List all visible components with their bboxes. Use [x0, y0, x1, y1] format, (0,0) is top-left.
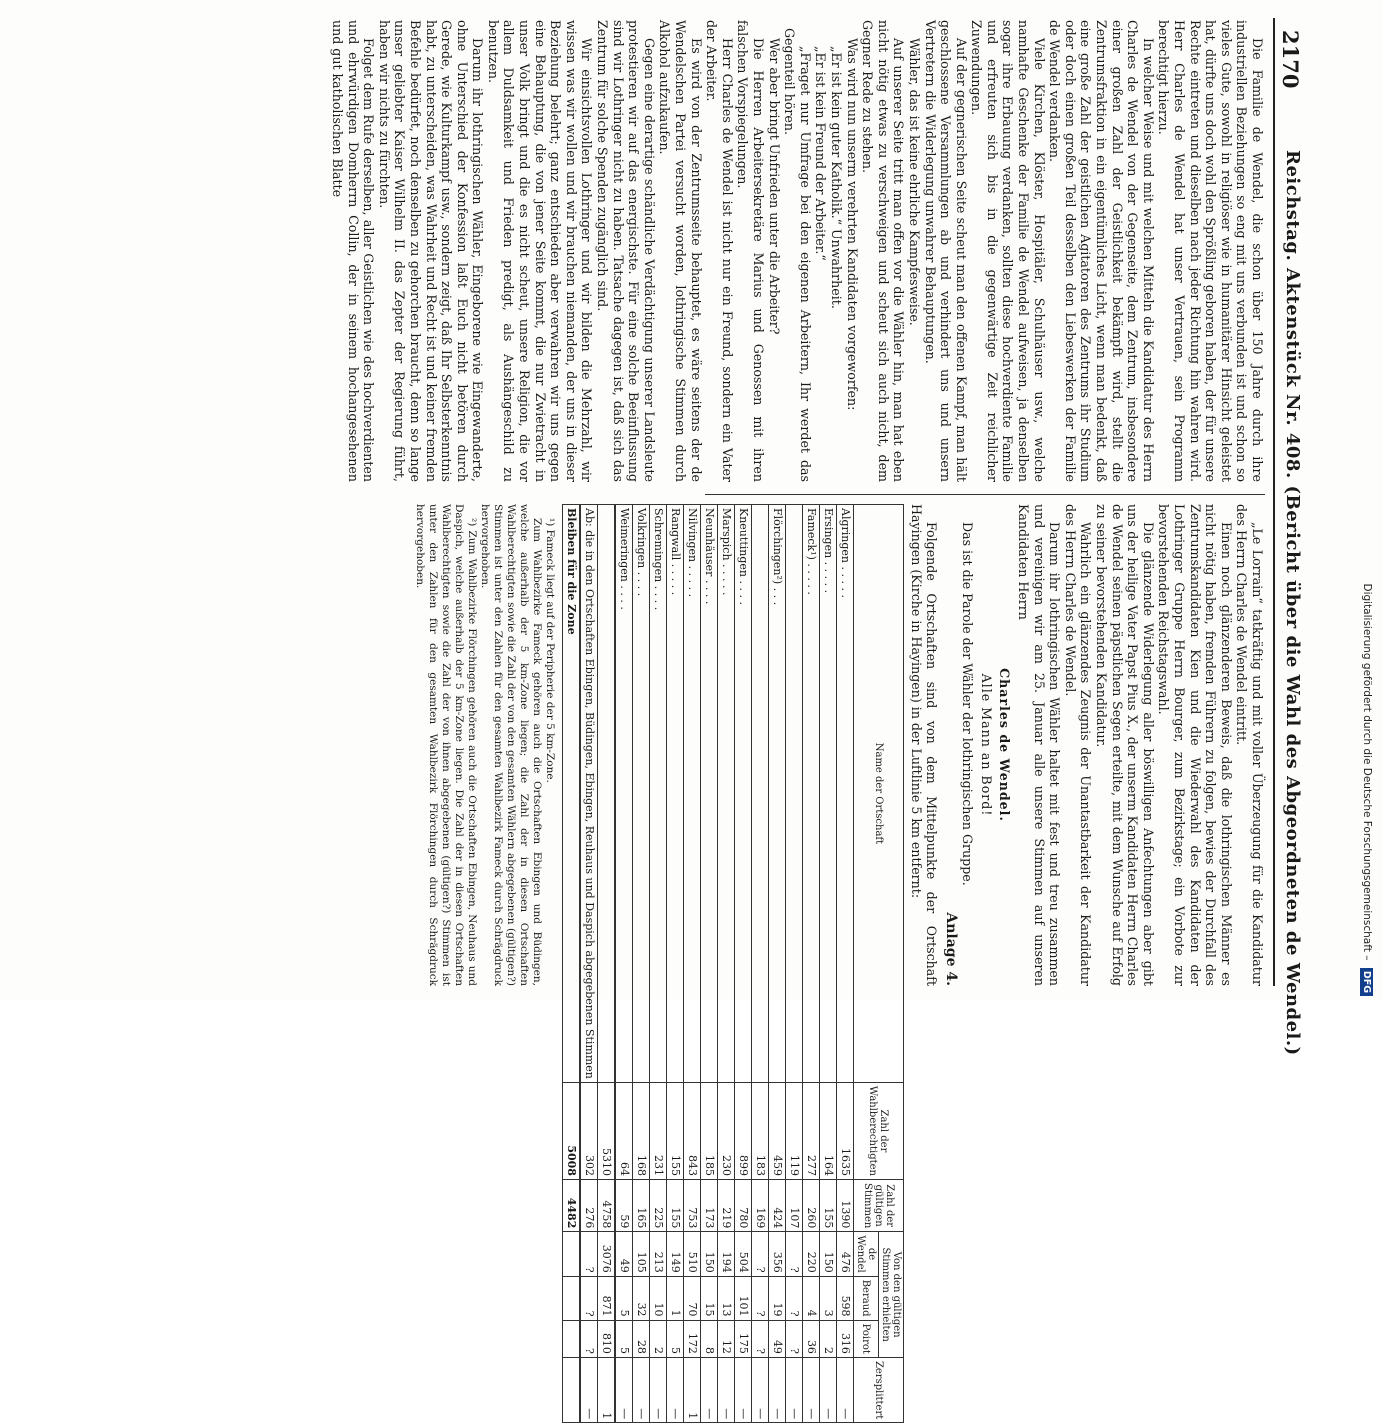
table-cell-value: ?: [751, 1232, 768, 1276]
col-header-poirot: Poirot: [853, 1320, 878, 1357]
table-cell-value: ?: [580, 1232, 598, 1276]
digitization-credit: [1360, 0, 1373, 996]
table-cell-value: 183: [751, 1082, 768, 1179]
closing-line: Das ist die Parole der Wähler der lothringischen Gruppe.: [960, 522, 976, 886]
paragraph: Einen noch glänzenderen Beweis, daß die lothringischen Männer es nicht nötig haben, fremden Führern zu folgen, bewies der Durchfall des Zentrumskandidaten Kien und die Wiederwahl des Kandidaten der Lothringer Gruppe Herrn Bourger, zum Bezirkstage; ein Vorbote zur bevorstehenden Reichstagswahl.: [1156, 504, 1234, 986]
table-cell-value: 476: [836, 1232, 853, 1276]
table-cell-value: 169: [751, 1179, 768, 1231]
table-cell-value: —: [785, 1357, 802, 1422]
table-cell-value: [562, 1276, 580, 1320]
table-cell-value: 172: [683, 1320, 700, 1357]
table-row: [751, 505, 768, 1423]
table-cell-value: 424: [768, 1179, 785, 1231]
table-cell-name: Fameck¹) . . . . .: [802, 505, 819, 1083]
table-cell-value: 5: [615, 1276, 633, 1320]
col-header-received: Von den gültigen Stimmen erhielten: [878, 1232, 903, 1358]
table-cell-value: 165: [632, 1179, 649, 1231]
running-head: Reichstag. Aktenstück Nr. 408. (Bericht über die Wahl des Abgeordneten de Wendel.): [1282, 150, 1303, 1056]
footnotes: [413, 504, 556, 986]
table-cell-name: Weimeringen . . . .: [615, 505, 633, 1083]
table-cell-name: Bleiben für die Zone: [562, 505, 580, 1083]
candidate-name: Charles de Wendel.: [997, 668, 1013, 822]
table-row: [785, 505, 802, 1423]
paragraph: In welcher Weise und mit welchen Mitteln die Kandidatur des Herrn Charles de Wendel von der Gegenseite, dem Zentrum, insbesondere einer großen Zahl der Geistlichkeit bekämpft wird, stellt die Zentrumsfraktion in ein eigentümliches Licht, wenn man bedenkt, daß eine große Zahl der geistlichen Agitatoren des Zentrums ihr Studium oder doch einen großen Teil desselben den Liebeswerken der Familie de Wendel verdanken.: [1047, 20, 1156, 482]
paragraph: Die glänzende Widerlegung aller böswilligen Anfechtungen aber gibt uns der heilige Vater Papst Pius X., der unserm Kandidaten Herrn Charles de Wendel seinen päpstlichen Segen erteilte, mit dem Wunsche auf Erfolg zu seiner bevorstehenden Kandidatur.: [1094, 504, 1156, 986]
footnote: ²) Zum Wahlbezirke Flörchingen gehören auch die Ortschaften Ebingen, Neuhaus und Daspich, welche außerhalb der 5 km-Zone liegen. Die Zahl der in diesen Ortschaften Wahlberechtigten sowie die Zahl der von ihnen abgegebenen (gültigen?) Stimmen ist unter den Zahlen für den gesamten Wahlbezirk Flörchingen durch Schrägdruck hervorgehoben.: [413, 504, 478, 986]
table-cell-value: 780: [734, 1179, 751, 1231]
table-cell-value: 3: [819, 1276, 836, 1320]
table-cell-value: 15: [700, 1276, 717, 1320]
table-cell-value: 1: [666, 1276, 683, 1320]
appendix-intro: Folgende Ortschaften sind von dem Mittelpunkte der Ortschaft Hayingen (Kirche in Hayingen) in der Luftlinie 5 km entfernt:: [908, 504, 940, 986]
table-cell-name: Algringen . . . . .: [836, 505, 853, 1083]
table-cell-value: [562, 1357, 580, 1422]
table-cell-value: —: [700, 1357, 717, 1422]
table-cell-name: Ersingen . . . . .: [819, 505, 836, 1083]
table-cell-name: Marspich . . . . .: [717, 505, 734, 1083]
table-cell-value: 107: [785, 1179, 802, 1231]
table-cell-value: 8: [700, 1320, 717, 1357]
paragraph: Es wird von der Zentrumsseite behauptet, es wäre seitens der de Wendelschen Partei versucht worden, lothringische Stimmen durch Alkohol aufzukaufen.: [657, 20, 704, 482]
table-cell-value: 49: [615, 1232, 633, 1276]
table-cell-value: 185: [700, 1082, 717, 1179]
col-header-wendel: de Wendel: [853, 1232, 878, 1276]
table-cell-value: 155: [666, 1082, 683, 1179]
table-cell-value: 5: [615, 1320, 633, 1357]
table-cell-value: 231: [649, 1082, 666, 1179]
table-cell-name: Volkringen . . . .: [632, 505, 649, 1083]
table-row: [580, 505, 598, 1423]
table-cell-value: ?: [785, 1232, 802, 1276]
paragraph: Wahrlich ein glänzendes Zeugnis der Unantastbarkeit der Kandidatur des Herrn Charles de Wendel.: [1062, 504, 1094, 986]
table-cell-value: —: [836, 1357, 853, 1422]
table-cell-value: 899: [734, 1082, 751, 1179]
paragraph: „Le Lorrain“ tatkräftig und mit voller Überzeugung für die Kandidatur des Herrn Charles de Wendel eintritt.: [1234, 504, 1265, 986]
table-cell-value: 276: [580, 1179, 598, 1231]
paragraph: Darum ihr lothringischen Wähler, Eingeborene wie Eingewanderte, ohne Unterschied der Konfession laßt Euch nicht betören durch Gerede, wie Kulturkampf usw., sondern zeigt, daß Ihr Selbsterkenntnis habt, zu unterscheiden, was Wahrheit und Recht ist und keiner fremden Befehle bedürfet, noch denselben zu gehorchen braucht, denn so lange unser geliebter Kaiser Wilhelm II. das Zepter der Regierung führt, haben wir nichts zu fürchten.: [376, 20, 486, 482]
table-cell-value: 10: [649, 1276, 666, 1320]
table-cell-value: 1635: [836, 1082, 853, 1179]
col-header-beraud: Beraud: [853, 1276, 878, 1320]
table-cell-value: —: [751, 1357, 768, 1422]
table-cell-name: [597, 505, 615, 1083]
table-cell-value: 173: [700, 1179, 717, 1231]
table-cell-value: 4482: [562, 1179, 580, 1231]
paragraph: Wir einsichtsvollen Lothringer und wir bilden die Mehrzahl, wir wissen was wir wollen und wir brauchen niemanden, der uns in dieser Beziehung belehrt; ganz entschieden aber verwahren wir uns gegen eine Behauptung, die von jener Seite kommt, die nur Zwietracht in unser Volk bringt und die es nicht scheut, unsere Religion, die vor allem Duldsamkeit und Frieden predigt, als Aushängeschild zu benutzen.: [485, 20, 595, 482]
table-cell-value: —: [717, 1357, 734, 1422]
col-header-name: Name der Ortschaft: [853, 505, 903, 1083]
table-cell-value: —: [734, 1357, 751, 1422]
paragraph: Wer aber bringt Unfrieden unter die Arbeiter?: [766, 38, 782, 335]
table-cell-value: 230: [717, 1082, 734, 1179]
footnote: Zum Wahlbezirke Fameck gehören auch die Ortschaften Ebingen und Büdingen, welche außerhalb der 5 km-Zone liegen; die Zahl der in diesen Ortschaften Wahlberechtigten sowie die Zahl der von den gesamten Wählern abgegebenen (gültigen?) Stimmen ist unter den Zahlen für den gesamten Wahlbezirk Fameck durch Schrägdruck hervorgehoben.: [478, 504, 543, 986]
table-cell-value: 119: [785, 1082, 802, 1179]
paragraph: Darum ihr lothringischen Wähler haltet mit fest und treu zusammen und vereinigen wir am 25. Januar alle unsere Stimmen auf unseren Kandidaten Herrn: [1016, 504, 1063, 986]
table-cell-value: 101: [734, 1276, 751, 1320]
table-cell-name: Nilvingen . . . . .: [683, 505, 700, 1083]
table-cell-value: 213: [649, 1232, 666, 1276]
table-row: [700, 505, 717, 1423]
table-cell-value: 220: [802, 1232, 819, 1276]
header-rule: [1273, 18, 1275, 986]
table-body: [562, 505, 853, 1423]
table-row: [632, 505, 649, 1423]
column-divider: [705, 494, 1265, 495]
table-row: [802, 505, 819, 1423]
table-cell-value: 225: [649, 1179, 666, 1231]
col-header-valid: Zahl der gültigen Stimmen: [853, 1179, 903, 1231]
table-cell-name: Flörchingen²) . . .: [768, 505, 785, 1083]
table-row: [836, 505, 853, 1423]
table-cell-value: 5310: [597, 1082, 615, 1179]
table-cell-value: ?: [785, 1320, 802, 1357]
results-table: [562, 504, 904, 1423]
table-cell-value: 810: [597, 1320, 615, 1357]
table-cell-value: 459: [768, 1082, 785, 1179]
col-header-eligible: Zahl der Wahlberechtigten: [853, 1082, 903, 1179]
quote-line: „Er ist kein Freund der Arbeiter.“: [813, 46, 829, 261]
dfg-logo: DFG: [1360, 968, 1373, 996]
table-cell-value: [562, 1320, 580, 1357]
table-cell-value: 164: [819, 1082, 836, 1179]
table-cell-value: 2: [819, 1320, 836, 1357]
table-cell-value: 194: [717, 1232, 734, 1276]
col-header-scattered: Zersplittert: [853, 1357, 903, 1422]
table-cell-value: 5008: [562, 1082, 580, 1179]
table-cell-value: ?: [580, 1320, 598, 1357]
table-cell-value: 4758: [597, 1179, 615, 1231]
table-cell-value: 356: [768, 1232, 785, 1276]
paragraph: Folget dem Rufe derselben, aller Geistlichen wie des hochverdienten und ehrwürdigen Domherrn Collin, der in seinem hochangesehenen und gut katholischen Blatte: [329, 20, 377, 482]
table-cell-value: —: [802, 1357, 819, 1422]
table-cell-value: 49: [768, 1320, 785, 1357]
table-cell-value: 1: [683, 1357, 700, 1422]
table-row: [734, 505, 751, 1423]
table-row: [717, 505, 734, 1423]
table-cell-value: 168: [632, 1082, 649, 1179]
table-cell-value: 149: [666, 1232, 683, 1276]
footnote: ¹) Fameck liegt auf der Peripherie der 5 km-Zone.: [543, 518, 556, 783]
table-cell-value: —: [666, 1357, 683, 1422]
table-cell-value: 70: [683, 1276, 700, 1320]
credit-text: Digitalisierung gefördert durch die Deutsche Forschungsgemeinschaft –: [1361, 583, 1373, 961]
page-header: [1273, 0, 1309, 1056]
paragraph: Herr Charles de Wendel ist nicht nur ein Freund, sondern ein Vater der Arbeiter.: [704, 20, 735, 482]
table-cell-value: 843: [683, 1082, 700, 1179]
table-cell-value: 871: [597, 1276, 615, 1320]
table-row: [683, 505, 700, 1423]
table-row: [666, 505, 683, 1423]
table-cell-name: Ab: die in den Ortschaften Ebingen, Büdingen, Ebingen, Reuhaus und Daspich abgegebenen Stimmen: [580, 505, 598, 1083]
table-row: [819, 505, 836, 1423]
table-cell-value: 13: [717, 1276, 734, 1320]
table-cell-value: 219: [717, 1179, 734, 1231]
table-cell-value: 504: [734, 1232, 751, 1276]
table-cell-value: 302: [580, 1082, 598, 1179]
table-cell-name: Rangwall . . . . .: [666, 505, 683, 1083]
quote-line: „Er ist kein guter Katholik.“ Unwahrheit.: [828, 46, 844, 309]
table-cell-value: ?: [785, 1276, 802, 1320]
table-cell-value: ?: [751, 1276, 768, 1320]
table-row: [597, 505, 615, 1423]
paragraph: Auf der gegnerischen Seite scheut man den offenen Kampf, man hält geschlossene Versammlungen ab und verhindert uns und unsern Vertretern die Widerlegung unwahrer Behauptungen.: [922, 20, 969, 482]
table-cell-value: 150: [819, 1232, 836, 1276]
table-cell-value: 510: [683, 1232, 700, 1276]
paragraph: Auf unserer Seite tritt man offen vor die Wähler hin, man hat eben nicht nötig etwas zu verschweigen und scheut sich auch nicht, dem Gegner Rede zu stehen.: [860, 20, 907, 482]
table-cell-value: [562, 1232, 580, 1276]
table-cell-value: ?: [580, 1276, 598, 1320]
table-cell-value: 150: [700, 1232, 717, 1276]
table-cell-value: 4: [802, 1276, 819, 1320]
paragraph: Gegen eine derartige schändliche Verdächtigung unserer Landsleute protestieren wir auf das energischste. Für eine solche Beeinflussung sind wir Lothringer nicht zu haben. Tatsache dagegen ist, daß sich das Zentrum für solche Spenden zugänglich sind.: [595, 20, 657, 482]
right-column: [413, 504, 1265, 1420]
table-cell-value: ?: [751, 1320, 768, 1357]
paragraph: Was wird nun unserm verehrten Kandidaten vorgeworfen:: [844, 38, 860, 411]
table-cell-value: —: [819, 1357, 836, 1422]
paragraph: Wähler, das ist keine ehrliche Kampfesweise.: [906, 38, 922, 326]
table-cell-value: 277: [802, 1082, 819, 1179]
paragraph: Viele Kirchen, Klöster, Hospitäler, Schulhäuser usw., welche namhafte Geschenke der Familie de Wendel aufweisen, ja denselben sogar ihre Erbauung verdanken, sollten diese hochverdiente Familie und erfreuten sich bis in die gegenwärtige Zeit reichlicher Zuwendungen.: [969, 20, 1047, 482]
table-cell-value: 12: [717, 1320, 734, 1357]
table-cell-value: 3076: [597, 1232, 615, 1276]
table-row: [649, 505, 666, 1423]
table-cell-value: 19: [768, 1276, 785, 1320]
table-cell-value: —: [580, 1357, 598, 1422]
table-cell-name: Neunhäuser . . . .: [700, 505, 717, 1083]
table-row: [768, 505, 785, 1423]
table-cell-value: 316: [836, 1320, 853, 1357]
table-row: [615, 505, 633, 1423]
table-cell-value: 175: [734, 1320, 751, 1357]
table-cell-value: —: [632, 1357, 649, 1422]
table-cell-value: 105: [632, 1232, 649, 1276]
table-cell-value: —: [649, 1357, 666, 1422]
paragraph: Die Herren Arbeitersekretäre Marius und Genossen mit ihren falschen Vorspiegelungen.: [735, 20, 766, 482]
table-cell-value: —: [615, 1357, 633, 1422]
table-cell-value: 1: [597, 1357, 615, 1422]
table-cell-value: 5: [666, 1320, 683, 1357]
paragraph: Die Familie de Wendel, die schon über 150 Jahre durch ihre industriellen Beziehungen so eng mit uns verbunden ist und schon so vieles Gute, sowohl in religiöser wie in humanitärer Hinsicht geleistet hat, dürfte uns doch wohl den Sprößling geboren haben, der für unsere Rechte eintreten und dieselben nach jeder Richtung hin wahren wird. Herr Charles de Wendel hat unser Vertrauen, sein Programm berechtigt hierzu.: [1156, 20, 1265, 482]
table-cell-name: [751, 505, 768, 1083]
table-cell-name: [785, 505, 802, 1083]
table-cell-value: 59: [615, 1179, 633, 1231]
table-cell-value: 1390: [836, 1179, 853, 1231]
table-cell-value: 155: [666, 1179, 683, 1231]
table-cell-name: Schremingen . . . .: [649, 505, 666, 1083]
table-cell-value: 36: [802, 1320, 819, 1357]
appendix-title: Anlage 4.: [942, 912, 959, 986]
table-row: [562, 505, 580, 1423]
table-cell-value: 155: [819, 1179, 836, 1231]
table-cell-value: 64: [615, 1082, 633, 1179]
page-number: 2170: [1278, 30, 1303, 89]
slogan: Alle Mann an Bord!: [978, 673, 994, 817]
table-cell-value: 598: [836, 1276, 853, 1320]
quote-line: „Fraget nur Umfrage bei den eigenen Arbeitern, Ihr werdet das Gegenteil hören.: [782, 28, 813, 482]
table-cell-value: 753: [683, 1179, 700, 1231]
left-column: [329, 20, 1265, 482]
table-cell-value: —: [768, 1357, 785, 1422]
table-cell-name: Kneuttingen . . . .: [734, 505, 751, 1083]
table-cell-value: 28: [632, 1320, 649, 1357]
table-cell-value: 260: [802, 1179, 819, 1231]
table-cell-value: 32: [632, 1276, 649, 1320]
table-cell-value: 2: [649, 1320, 666, 1357]
